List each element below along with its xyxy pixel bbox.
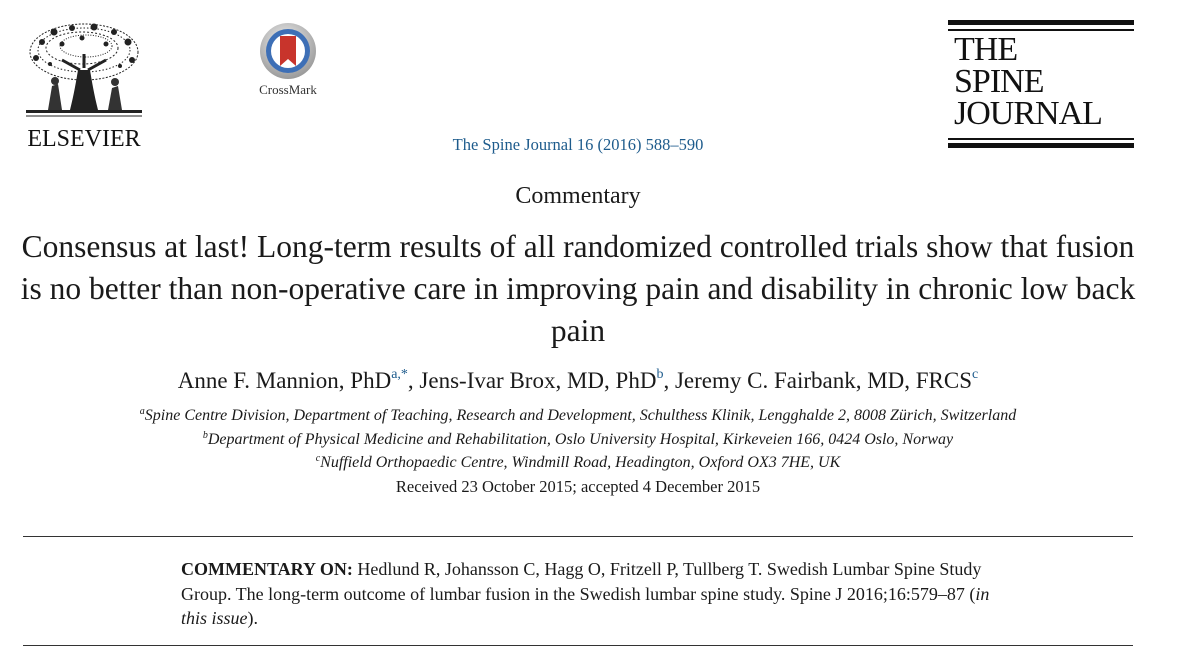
- affiliation-list: [0, 404, 1156, 475]
- author-name[interactable]: Jens-Ivar Brox, MD, PhD: [419, 368, 657, 393]
- affiliation-mark: b: [202, 429, 208, 441]
- publisher-name: ELSEVIER: [27, 126, 141, 152]
- commentary-on-tail: ).: [247, 608, 259, 628]
- crossmark-icon: [259, 22, 317, 80]
- author-separator: ,: [663, 368, 675, 393]
- tree-logo-icon: [22, 20, 146, 124]
- affiliation: [0, 428, 1156, 452]
- affiliation-text: Spine Centre Division, Department of Teaching, Research and Development, Schulthess Klinik, Lengghalde 2, 8008 Zürich, Switzerland: [144, 407, 1017, 424]
- author-list: [0, 368, 1156, 394]
- divider: [23, 536, 1133, 537]
- commentary-on-reference: Hedlund R, Johansson C, Hagg O, Fritzell P, Tullberg T. Swedish Lumbar Spine Study Group. The long-term outcome of lumbar fusion in the Swedish lumbar spine study. Spine J 2016;16:579–87 (: [181, 559, 982, 604]
- affiliation-mark: a: [139, 406, 145, 417]
- affiliation: [0, 404, 1156, 428]
- logo-rule: [948, 138, 1134, 140]
- journal-logo[interactable]: [948, 20, 1134, 150]
- affiliation: [0, 451, 1156, 475]
- author-name[interactable]: Anne F. Mannion, PhD: [177, 368, 392, 393]
- received-dates: Received 23 October 2015; accepted 4 December 2015: [395, 477, 761, 496]
- author-affiliation-mark[interactable]: c: [972, 367, 979, 382]
- commentary-on-label: COMMENTARY ON:: [181, 559, 353, 579]
- crossmark-label: CrossMark: [259, 82, 317, 97]
- commentary-on-block: [181, 557, 1001, 631]
- logo-rule: [948, 20, 1134, 25]
- commentary-on-note: in this issue: [181, 583, 990, 628]
- journal-logo-line: SPINE: [954, 63, 1044, 100]
- affiliation-text: Department of Physical Medicine and Rehabilitation, Oslo University Hospital, Kirkeveien 166, 0424 Oslo, Norway: [207, 430, 954, 448]
- affiliation-mark: c: [315, 453, 321, 464]
- affiliation-text: Nuffield Orthopaedic Centre, Windmill Road, Headington, Oxford OX3 7HE, UK: [320, 454, 841, 471]
- author-separator: ,: [407, 368, 420, 393]
- logo-rule: [948, 143, 1134, 148]
- journal-logo-line: JOURNAL: [954, 95, 1102, 132]
- author-affiliation-mark[interactable]: a,*: [391, 367, 408, 382]
- divider: [23, 645, 1133, 646]
- journal-logo-line: THE: [954, 31, 1018, 68]
- article-type: Commentary: [515, 183, 641, 209]
- crossmark-badge[interactable]: [248, 22, 328, 102]
- author-name[interactable]: Jeremy C. Fairbank, MD, FRCS: [674, 368, 973, 393]
- author-affiliation-mark[interactable]: b: [656, 367, 664, 382]
- article-title: Consensus at last! Long-term results of all randomized controlled trials show that fusion is no better than non-operative care in improving pain and disability in chronic low back pain: [20, 229, 1136, 348]
- journal-citation-link[interactable]: The Spine Journal 16 (2016) 588–590: [452, 135, 704, 154]
